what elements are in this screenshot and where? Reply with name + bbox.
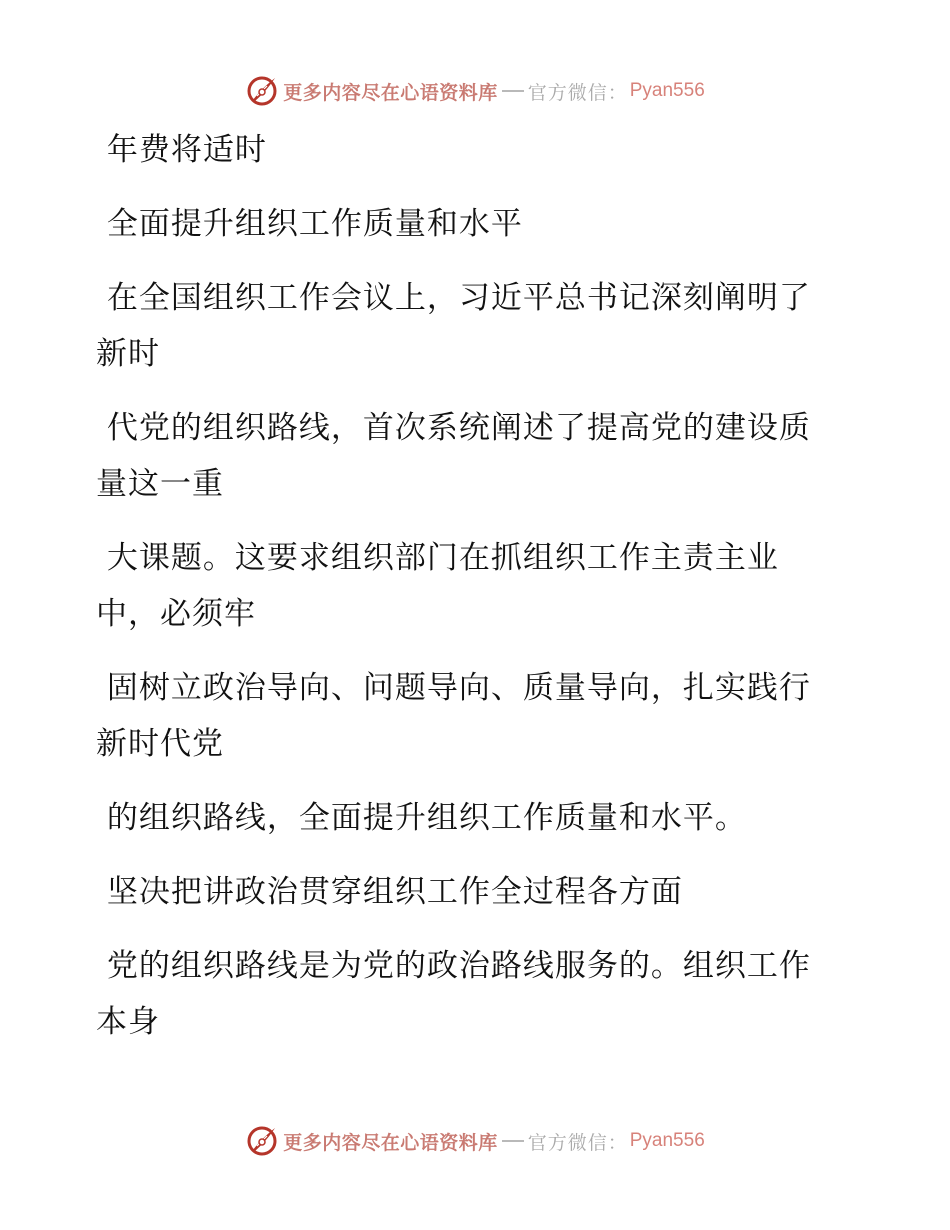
document-body — [96, 122, 836, 1068]
quill-logo-icon — [245, 74, 279, 108]
footer-watermark — [0, 1121, 950, 1161]
section-heading: 坚决把讲政治贯穿组织工作全过程各方面 — [96, 874, 683, 910]
paragraph: 代党的组织路线，首次系统阐述了提高党的建设质量这一重 — [96, 410, 811, 502]
paragraph: 年费将适时 — [96, 132, 267, 168]
watermark-dash — [502, 90, 524, 92]
section-heading: 全面提升组织工作质量和水平 — [96, 206, 523, 242]
paragraph: 固树立政治导向、问题导向、质量导向，扎实践行新时代党 — [96, 670, 811, 762]
watermark-brand: 更多内容尽在心语资料库 — [283, 81, 498, 104]
watermark-wechat-id: Pyan556 — [629, 80, 705, 101]
quill-logo-icon — [245, 1124, 279, 1158]
header-watermark — [0, 71, 950, 111]
watermark-dash — [502, 1140, 524, 1142]
paragraph: 党的组织路线是为党的政治路线服务的。组织工作本身 — [96, 948, 811, 1040]
paragraph: 的组织路线，全面提升组织工作质量和水平。 — [96, 800, 747, 836]
watermark-brand: 更多内容尽在心语资料库 — [283, 1131, 498, 1154]
paragraph: 在全国组织工作会议上，习近平总书记深刻阐明了新时 — [96, 280, 811, 372]
watermark-wechat-label: 官方微信： — [527, 1131, 628, 1154]
paragraph: 大课题。这要求组织部门在抓组织工作主责主业中，必须牢 — [96, 540, 779, 632]
watermark-wechat-label: 官方微信： — [527, 81, 628, 104]
watermark-wechat-id: Pyan556 — [629, 1130, 705, 1151]
